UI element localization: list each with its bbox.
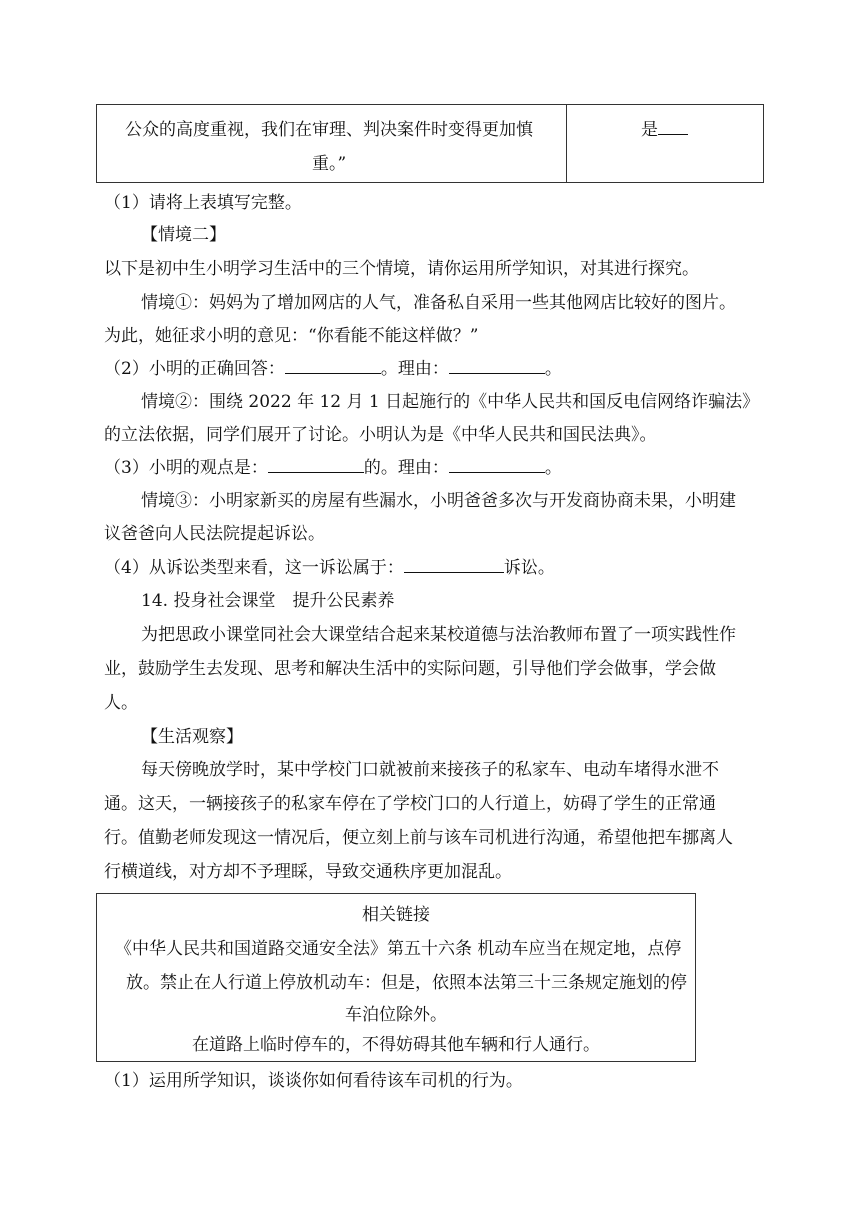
- q2-line: （2）小明的正确回答： 。理由： 。: [104, 359, 562, 379]
- table-right-cell: 是: [641, 115, 688, 140]
- q14-intro-line2: 业，鼓励学生去发现、思考和解决生活中的实际问题，引导他们学会做事，学会做: [104, 659, 716, 679]
- scenario2-line1: 情境②：围绕 2022 年 12 月 1 日起施行的《中华人民共和国反电信网络诈骗法》: [141, 392, 760, 412]
- answer-blank[interactable]: [658, 118, 688, 135]
- observation-line4: 行横道线，对方却不予理睬，导致交通秩序更加混乱。: [104, 862, 512, 882]
- observation-line2: 通。这天，一辆接孩子的私家车停在了学校门口的人行道上，妨碍了学生的正常通: [104, 794, 716, 814]
- table-divider: [566, 105, 567, 182]
- q3-line: （3）小明的观点是： 的。理由： 。: [104, 458, 562, 478]
- scenario1-line2: 为此，她征求小明的意见：“你看能不能这样做？”: [104, 326, 479, 346]
- q3-answer-blank[interactable]: [268, 456, 364, 473]
- table-left-line1: 公众的高度重视，我们在审理、判决案件时变得更加慎: [125, 120, 533, 140]
- scenario-intro: 以下是初中生小明学习生活中的三个情境，请你运用所学知识，对其进行探究。: [104, 259, 699, 279]
- related-link-line1: 《中华人民共和国道路交通安全法》第五十六条 机动车应当在规定地，点停: [115, 939, 682, 959]
- section-heading-scenario2: 【情境二】: [141, 225, 226, 245]
- q14-intro-line3: 人。: [104, 693, 138, 713]
- question-14-heading: 14. 投身社会课堂 提升公民素养: [141, 591, 395, 611]
- observation-line3: 行。值勤老师发现这一情况后，便立刻上前与该车司机进行沟通，希望他把车挪离人: [104, 828, 733, 848]
- related-link-box: [96, 893, 696, 1062]
- table-left-line2: 重。”: [312, 154, 347, 174]
- related-link-title: 相关链接: [362, 905, 430, 925]
- related-link-line3: 车泊位除外。: [345, 1005, 447, 1025]
- section-heading-observation: 【生活观察】: [141, 727, 243, 747]
- q1-instruction: （1）请将上表填写完整。: [104, 193, 302, 213]
- related-link-line2: 放。禁止在人行道上停放机动车：但是，依照本法第三十三条规定施划的停: [126, 973, 687, 993]
- q14-intro-line1: 为把思政小课堂同社会大课堂结合起来某校道德与法治教师布置了一项实践性作: [141, 625, 736, 645]
- q3-reason-blank[interactable]: [449, 456, 545, 473]
- q2-reason-blank[interactable]: [449, 357, 545, 374]
- scenario3-line2: 议爸爸向人民法院提起诉讼。: [104, 524, 325, 544]
- scenario1-line1: 情境①：妈妈为了增加网店的人气，准备私自采用一些其他网店比较好的图片。: [141, 293, 736, 313]
- answer-table: [96, 104, 764, 183]
- observation-line1: 每天傍晚放学时，某中学校门口就被前来接孩子的私家车、电动车堵得水泄不: [141, 760, 719, 780]
- q14-1-instruction: （1）运用所学知识，谈谈你如何看待该车司机的行为。: [104, 1071, 523, 1091]
- q4-answer-blank[interactable]: [404, 556, 504, 573]
- q4-line: （4）从诉讼类型来看，这一诉讼属于： 诉讼。: [104, 558, 555, 578]
- scenario3-line1: 情境③：小明家新买的房屋有些漏水，小明爸爸多次与开发商协商未果，小明建: [141, 491, 736, 511]
- related-link-line4: 在道路上临时停车的，不得妨碍其他车辆和行人通行。: [192, 1035, 600, 1055]
- q2-answer-blank[interactable]: [285, 357, 381, 374]
- scenario2-line2: 的立法依据，同学们展开了讨论。小明认为是《中华人民共和国民法典》。: [104, 425, 657, 445]
